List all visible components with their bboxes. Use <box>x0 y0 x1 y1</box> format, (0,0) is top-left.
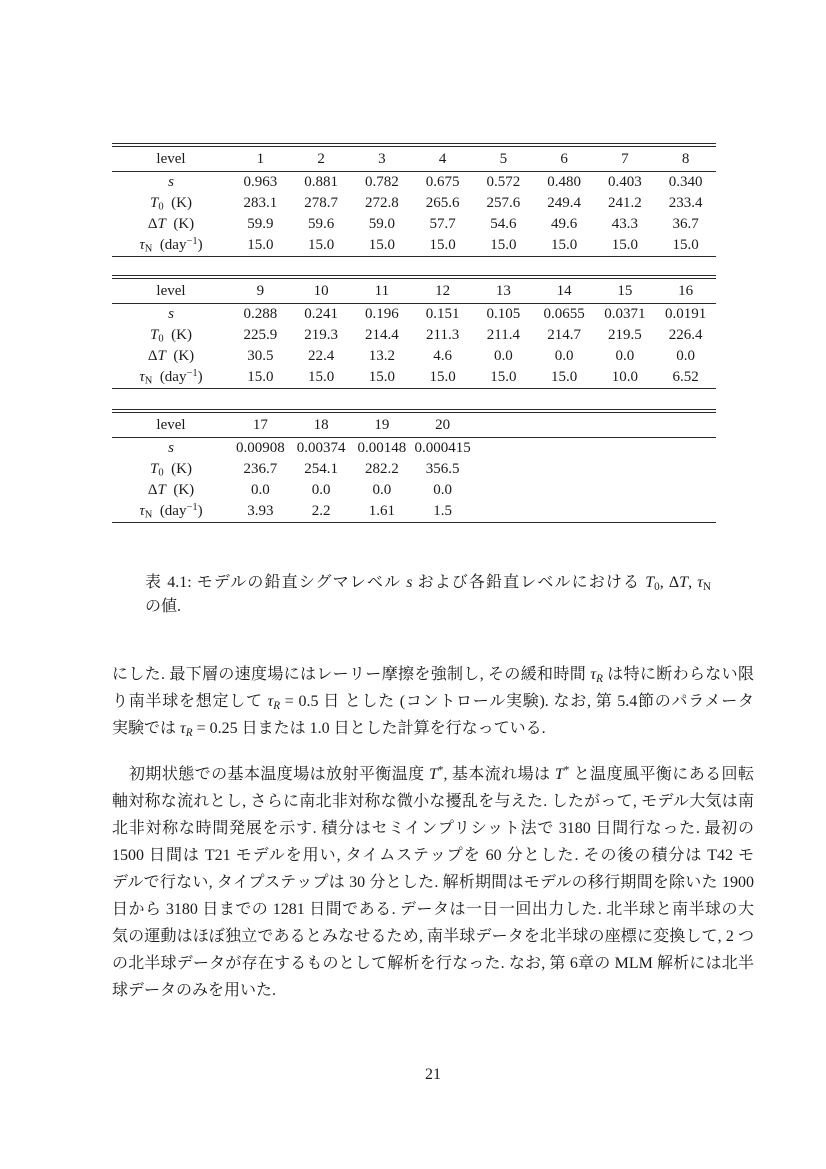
text-run: T <box>554 766 564 783</box>
table-cell: 43.3 <box>611 216 638 232</box>
text-run: N <box>144 509 153 521</box>
text-run: および各鉛直レベルにおける <box>412 574 646 591</box>
table-cell: 59.0 <box>368 216 395 232</box>
table-cell: 15.0 <box>429 369 456 385</box>
table-cell: 22.4 <box>308 348 335 364</box>
table-cell: 15.0 <box>247 369 274 385</box>
text-run: (K) <box>163 327 192 343</box>
text-run: (K) <box>163 461 192 477</box>
text-run: (day <box>152 237 187 253</box>
text-run: の値. <box>145 598 182 615</box>
table-row <box>112 172 716 194</box>
text-line <box>112 661 754 688</box>
text-run: T <box>157 216 166 232</box>
table-cell: 0.340 <box>668 174 703 190</box>
row-label <box>112 501 230 523</box>
column-header: 18 <box>291 411 352 438</box>
table-cell <box>534 438 595 460</box>
text-run: = 0.25 日または 1.0 日とした計算を行なっている. <box>192 720 546 737</box>
text-run: N <box>144 243 153 255</box>
table-cell <box>655 480 716 501</box>
text-run: R <box>273 699 281 712</box>
row-label <box>112 480 230 501</box>
table-cell: 49.6 <box>551 216 578 232</box>
text-run: 球データのみを用いた. <box>112 982 277 999</box>
column-header: 3 <box>352 145 413 172</box>
text-run: * <box>437 764 444 777</box>
table-cell: 15.0 <box>308 237 335 253</box>
text-run: にした. 最下層の速度場にはレーリー摩擦を強制し, その緩和時間 <box>112 666 591 683</box>
text-run: (K) <box>165 348 195 364</box>
table-row <box>112 501 716 523</box>
text-run: (K) <box>165 216 195 232</box>
text-run: ) <box>197 503 203 519</box>
text-run: s <box>168 174 174 190</box>
text-run: 気の運動はほぼ独立であるとみなせるため, 南半球データを北半球の座標に変換して, 2 つ <box>112 928 754 945</box>
table-cell: 15.0 <box>308 369 335 385</box>
text-line <box>112 896 754 923</box>
table-row <box>112 459 716 480</box>
table-cell: 0.00374 <box>296 440 346 456</box>
table-levels-17-20 <box>112 409 716 523</box>
column-header: 17 <box>230 411 291 438</box>
text-run: り南半球を想定して <box>112 693 268 710</box>
table-cell <box>473 459 534 480</box>
table-cell: 211.3 <box>426 327 460 343</box>
row-label <box>112 304 230 326</box>
text-run: N <box>144 375 153 387</box>
page-number: 21 <box>425 1066 441 1083</box>
table-row <box>112 235 716 257</box>
text-line <box>112 761 754 788</box>
column-header <box>595 411 656 438</box>
table-row <box>112 480 716 501</box>
column-header: 14 <box>534 277 595 304</box>
table-cell <box>473 438 534 460</box>
column-header: 19 <box>352 411 413 438</box>
table-cell: 249.4 <box>547 195 581 211</box>
table-row <box>112 346 716 367</box>
text-line <box>145 595 711 619</box>
table-cell: 15.0 <box>490 369 517 385</box>
column-header-level: level <box>112 277 230 304</box>
table-cell: 219.5 <box>608 327 642 343</box>
table-cell: 214.4 <box>365 327 399 343</box>
text-run: , <box>688 574 698 591</box>
table-cell: 265.6 <box>425 195 460 211</box>
text-run: Δ <box>147 482 158 498</box>
text-run: (day <box>152 503 187 519</box>
table-cell: 0.151 <box>425 306 460 322</box>
text-run: T <box>150 461 159 477</box>
table-cell: 10.0 <box>611 369 638 385</box>
column-header: 11 <box>352 277 413 304</box>
table-cell: 15.0 <box>672 237 699 253</box>
text-run: τ <box>590 666 597 683</box>
table-cell: 13.2 <box>368 348 395 364</box>
table-cell: 15.0 <box>368 369 395 385</box>
text-run: T <box>679 574 689 591</box>
table-cell: 30.5 <box>247 348 274 364</box>
table-levels-9-16-grid <box>112 275 716 389</box>
column-header: 10 <box>291 277 352 304</box>
text-run: 表 4.1: モデルの鉛直シグマレベル <box>145 574 407 591</box>
text-run: * <box>563 764 570 777</box>
table-cell: 4.6 <box>433 348 452 364</box>
text-line <box>112 869 754 896</box>
text-run: , Δ <box>659 574 680 591</box>
text-run: T <box>150 327 159 343</box>
table-cell <box>473 480 534 501</box>
table-cell: 0.00908 <box>236 440 285 456</box>
text-run: τ <box>139 503 145 519</box>
table-cell: 236.7 <box>243 461 278 477</box>
text-run: N <box>702 580 712 593</box>
text-run: 北非対称な時間発展を示す. 積分はセミインプリシット法で 3180 日間行なった. 最初の <box>112 820 754 837</box>
row-label <box>112 459 230 480</box>
table-cell: 278.7 <box>304 195 338 211</box>
text-run: = 0.5 日 とした (コントロール実験). なお, 第 5.4節のパラメータ <box>280 693 754 710</box>
row-label <box>112 438 230 460</box>
table-cell: 0.0371 <box>604 306 646 322</box>
text-run: R <box>185 726 193 739</box>
column-header: 12 <box>412 277 473 304</box>
row-label <box>112 325 230 346</box>
table-cell: 0.241 <box>304 306 338 322</box>
table-cell <box>595 480 656 501</box>
table-cell <box>655 459 716 480</box>
text-run: s <box>406 574 413 591</box>
table-levels-1-8-grid <box>112 143 716 257</box>
table-cell: 0.403 <box>608 174 642 190</box>
text-line <box>112 950 754 977</box>
text-line <box>112 977 754 1004</box>
column-header: 6 <box>534 145 595 172</box>
column-header-level: level <box>112 411 230 438</box>
column-header <box>473 411 534 438</box>
text-run: 初期状態での基本温度場は放射平衡温度 <box>129 766 429 783</box>
table-cell: 2.2 <box>311 503 331 519</box>
row-label <box>112 367 230 389</box>
row-label <box>112 172 230 194</box>
table-cell: 0.782 <box>365 174 399 190</box>
table-cell: 0.0655 <box>543 306 585 322</box>
table-cell: 272.8 <box>365 195 399 211</box>
text-run: , 基本流れ場は <box>443 766 555 783</box>
table-cell: 59.9 <box>247 216 274 232</box>
text-run: s <box>168 306 174 322</box>
table-cell: 6.52 <box>672 369 699 385</box>
table-cell: 254.1 <box>304 461 338 477</box>
table-cell: 0.881 <box>304 174 338 190</box>
text-run: 0 <box>158 467 164 479</box>
text-run: s <box>168 440 174 456</box>
text-run: Δ <box>147 348 158 364</box>
table-cell: 0.0 <box>494 348 513 364</box>
table-cell <box>534 459 595 480</box>
text-run: 軸対称な流れとし, さらに南北非対称な微小な擾乱を与えた. したがって, モデル大気は南 <box>112 793 754 810</box>
row-label <box>112 214 230 235</box>
table-cell: 0.0 <box>554 348 574 364</box>
table-levels-1-8 <box>112 143 716 257</box>
table-row <box>112 214 716 235</box>
table-cell: 0.0 <box>311 482 331 498</box>
text-run: の北半球データが存在するものとして解析を行なった. なお, 第 6章の MLM 解析には北半 <box>112 955 754 972</box>
text-run: (K) <box>163 195 192 211</box>
table-cell: 0.480 <box>547 174 581 190</box>
text-run: ) <box>197 237 203 253</box>
column-header: 8 <box>655 145 716 172</box>
table-cell: 219.3 <box>304 327 338 343</box>
table-cell: 0.00148 <box>357 440 407 456</box>
table-cell: 0.105 <box>486 306 521 322</box>
row-label <box>112 193 230 214</box>
table-row <box>112 438 716 460</box>
text-run: ) <box>197 369 203 385</box>
table-row <box>112 325 716 346</box>
table-cell: 356.5 <box>425 461 460 477</box>
table-cell: 36.7 <box>672 216 699 232</box>
table-cell: 54.6 <box>490 216 517 232</box>
table-cell: 15.0 <box>611 237 638 253</box>
column-header: 7 <box>595 145 656 172</box>
text-run: τ <box>180 720 186 737</box>
table-cell: 1.5 <box>433 503 452 519</box>
text-run: T <box>157 348 166 364</box>
table-cell <box>534 501 595 523</box>
table-cell: 282.2 <box>365 461 399 477</box>
table-cell <box>595 459 656 480</box>
table-cell: 0.0 <box>615 348 635 364</box>
text-run: −1 <box>186 367 198 379</box>
table-row <box>112 193 716 214</box>
column-header: 13 <box>473 277 534 304</box>
text-line <box>112 788 754 815</box>
text-run: 0 <box>654 580 660 593</box>
column-header: 16 <box>655 277 716 304</box>
table-cell: 15.0 <box>551 369 578 385</box>
table-cell: 15.0 <box>551 237 578 253</box>
table-cell <box>655 501 716 523</box>
text-run: T <box>645 574 655 591</box>
table-cell: 0.675 <box>425 174 460 190</box>
table-levels-9-16 <box>112 275 716 389</box>
text-run: (day <box>152 369 187 385</box>
table-cell: 241.2 <box>608 195 642 211</box>
body-paragraph-1 <box>112 661 754 742</box>
table-cell: 15.0 <box>490 237 517 253</box>
text-run: τ <box>139 369 145 385</box>
table-row <box>112 367 716 389</box>
text-line <box>112 923 754 950</box>
table-cell: 233.4 <box>668 195 703 211</box>
text-run: −1 <box>186 235 198 247</box>
table-cell: 0.0 <box>676 348 695 364</box>
table-cell <box>595 501 656 523</box>
body-paragraph-2 <box>112 761 754 1004</box>
text-run: T <box>428 766 438 783</box>
text-run: τ <box>697 574 703 591</box>
text-run: 実験では <box>112 720 181 737</box>
text-run: は特に断わらない限 <box>602 666 754 683</box>
table-cell: 226.4 <box>668 327 703 343</box>
column-header: 4 <box>412 145 473 172</box>
text-run: 日から 3180 日までの 1281 日間である. データは一日一回出力した. 北半球と南半球の大 <box>112 901 754 918</box>
column-header <box>655 411 716 438</box>
row-label <box>112 235 230 257</box>
table-cell: 0.0 <box>372 482 392 498</box>
column-header: 1 <box>230 145 291 172</box>
table-cell: 257.6 <box>486 195 521 211</box>
column-header: 5 <box>473 145 534 172</box>
table-cell: 0.000415 <box>414 440 471 456</box>
table-cell: 15.0 <box>368 237 395 253</box>
text-run: τ <box>267 693 274 710</box>
text-run: 0 <box>158 333 164 345</box>
table-cell <box>655 438 716 460</box>
text-run: 0 <box>158 201 164 213</box>
table-cell: 15.0 <box>429 237 456 253</box>
table-cell: 3.93 <box>247 503 274 519</box>
text-run: (K) <box>165 482 195 498</box>
column-header: 9 <box>230 277 291 304</box>
table-cell: 59.6 <box>308 216 335 232</box>
table-cell: 225.9 <box>243 327 278 343</box>
text-line <box>145 571 711 595</box>
table-cell: 0.196 <box>365 306 399 322</box>
table-levels-17-20-grid <box>112 409 716 523</box>
table-cell: 211.4 <box>486 327 520 343</box>
table-cell <box>534 480 595 501</box>
table-cell: 1.61 <box>368 503 395 519</box>
table-cell: 0.0 <box>251 482 270 498</box>
text-run: −1 <box>186 501 198 513</box>
text-run: τ <box>139 237 145 253</box>
table-cell: 0.572 <box>486 174 521 190</box>
text-run: T <box>157 482 166 498</box>
text-run: と温度風平衡にある回転 <box>569 766 754 783</box>
text-run: R <box>596 672 603 685</box>
text-line <box>112 715 754 742</box>
table-cell <box>473 501 534 523</box>
text-line <box>112 842 754 869</box>
text-run: デルで行ない, タイプステップは 30 分とした. 解析期間はモデルの移行期間を除いた 1900 <box>112 874 754 891</box>
table-cell: 15.0 <box>247 237 274 253</box>
column-header: 15 <box>595 277 656 304</box>
table-cell: 283.1 <box>243 195 278 211</box>
table-cell: 0.0191 <box>665 306 707 322</box>
table-row <box>112 304 716 326</box>
table-cell: 57.7 <box>429 216 456 232</box>
table-cell <box>595 438 656 460</box>
column-header: 2 <box>291 145 352 172</box>
table-cell: 0.0 <box>433 482 452 498</box>
column-header-level: level <box>112 145 230 172</box>
text-line <box>112 815 754 842</box>
table-cell: 214.7 <box>547 327 581 343</box>
text-run: T <box>150 195 159 211</box>
text-run: Δ <box>147 216 158 232</box>
text-line <box>112 688 754 715</box>
text-run: 1500 日間は T21 モデルを用い, タイムステップを 60 分とした. その後の積分は T42 モ <box>112 847 754 864</box>
column-header <box>534 411 595 438</box>
table-caption <box>145 571 711 619</box>
table-cell: 0.963 <box>243 174 278 190</box>
column-header: 20 <box>412 411 473 438</box>
row-label <box>112 346 230 367</box>
table-cell: 0.288 <box>243 306 278 322</box>
